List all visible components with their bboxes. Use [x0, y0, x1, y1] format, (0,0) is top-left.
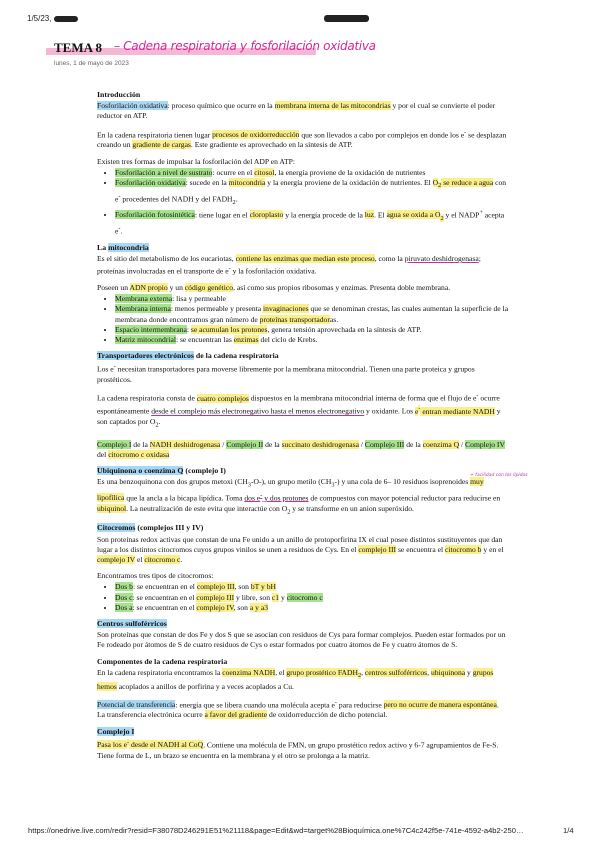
comp-p1: En la cadena respiratoria encontramos la coenzima NADH, el grupo prostético $FADH_2$, centros sulfoférricos, ubiquinona y grupos hemos acoplados a anillos de porfirina y a veces acoplados a Cu. [97, 667, 494, 691]
heading-complejo-i: Complejo I [97, 726, 135, 736]
footer-page-number: 1/4 [563, 826, 574, 835]
complexes-line: Complejo I de la NADH deshidrogenasa / Complejo II de la succinato deshidrogenasa / Complejo III de la coenzima Q / Complejo IV del citocromo c oxidasa [97, 439, 505, 459]
heading-introduccion: Introducción [97, 90, 141, 99]
intro-p1: Fosforilación oxidativa: proceso químico que ocurre en la membrana interna de las mitocondrias y por el cual se convierte el poder reductor en ATP. [97, 101, 496, 121]
intro-p3: Existen tres formas de impulsar la fosforilación del ADP en ATP: [97, 156, 295, 166]
cyto-p1: Son proteínas redox activas que constan de una Fe unido a un anillo de protoporfirina IX el cual posee distintos sustituyentes que dan lugar a los distintos citocromos cuyos grupos vinilos se unen a residuos de Cys. En el complejo III se encuentra el citocromo b y en el complejo IV el citocromo c. [97, 534, 504, 564]
mito-p2: Poseen un ADN propio y un código genético, así como sus propios ribosomas y enzimas. Presenta doble membrana. [97, 283, 451, 293]
heading-citocromos: Citocromos (complejos III y IV) [97, 523, 204, 533]
print-date: 1/5/23, [27, 14, 52, 23]
title-handwritten: – Cadena respiratoria y fosforilación oxidativa [114, 39, 376, 53]
transport-p2: La cadena respiratoria consta de cuatro complejos dispuestos en la membrana mitocondrial interna de forma que el flujo de e- ocurre espontáneamente desde el complejo más electronegativo hasta el menos electronegativo y oxidante. Los e entran mediante NADH y son captados por $O_2$. [97, 392, 501, 429]
fes-p1: Son proteínas que constan de dos Fe y dos S que se asocian con residuos de Cys para formar complejos. Pueden estar formados por un Fe rodeado por átomos de S de cuatro residuos de Cys o estar formados por cuatro átomos de Fe y cuatro átomos de S. [97, 630, 506, 650]
ubiq-p1: Es una benzoquinona con dos grupos metoxi $(CH_3-O-)$, un grupo metilo $(CH_3-)$ y una cola de 6– 10 residuos isoprenoides + facilidad con los lípidos muy lipofílica que la ancla a la bicapa lipídica. Toma dos e- y dos protones de compuestos con mayor potencial reductor para reducirse en ubiquinol. La neutralización de este evita que interactúe con $O_2$ y se transforme en un anion superóxido. [97, 473, 528, 516]
mitocondria-list [97, 294, 509, 345]
fosforilacion-list [97, 168, 509, 237]
footer-url: https://onedrive.live.com/redir?resid=F38078D246291E51%21118&page=Edit&wd=target%28Bioquímica.one%7C4c242f5e-741e-4592-a4b2-250… [28, 826, 524, 835]
comp-p3: La transferencia electrónica ocurre a favor del gradiente de oxidorreducción de dicho potencial. [97, 710, 388, 720]
list-item: • Fosforilación a nivel de sustrato: ocurre en el citosol, la energía proviene de la oxidación de nutrientes [115, 168, 509, 178]
mito-p1: Es el sitio del metabolismo de los eucariotas, contiene las enzimas que median este proceso, como la piruvato deshidrogenasa; proteínas involucradas en el transporte de e- y la fosforilación oxidativa. [97, 254, 481, 276]
citocromos-list [97, 582, 509, 613]
list-item: • Membrana interna: menos permeable y presenta invaginaciones que se denominan crestas, las cuales aumentan la superficie de la membrana donde encontramos gran número de proteínas transportadoras. [115, 304, 509, 324]
list-item: • Dos a: se encuentran en el complejo IV, son a y a3 [115, 603, 509, 613]
list-item: • Espacio intermembrana: se acumulan los protones, genera tensión aprovechada en la síntesis de ATP. [115, 325, 509, 335]
title-text: TEMA 8 [54, 40, 103, 55]
list-item: • Matriz mitocondrial: se encuentran las enzimas del ciclo de Krebs. [115, 335, 509, 345]
c1-p1: Pasa los e- desde el NADH al CoQ. Contiene una molécula de FMN, un grupo prostético redox activo y 6-7 agrupamientos de Fe-S. Tiene forma de L, un brazo se encuentra en la membrana y el otro se prolonga a la matriz. [97, 738, 499, 760]
list-item: • Membrana externa: lisa y permeable [115, 294, 509, 304]
list-item: • Dos b: se encuentran en el complejo III, son bT y bH [115, 582, 509, 592]
heading-componentes: Componentes de la cadena respiratoria [97, 656, 228, 666]
list-item: • Fosforilación oxidativa: sucede en la mitocondria y la energía proviene de la oxidación de nutrientes. El $O_2$ se reduce a agua con e- procedentes del NADH y del $FADH_2$. [115, 178, 509, 208]
cyto-p2: Encontramos tres tipos de citocromos: [97, 571, 214, 581]
print-header [27, 14, 78, 23]
note-date: lunes, 1 de mayo de 2023 [54, 60, 129, 67]
redacted-header-title [324, 15, 369, 22]
redacted-time [54, 16, 78, 22]
heading-ubiquinona: Ubiquinona o coenzima Q (complejo I) [97, 466, 226, 475]
heading-centros-sulfoferricos: Centros sulfoférricos [97, 619, 167, 628]
intro-p2: En la cadena respiratoria tienen lugar procesos de oxidorreducción que son llevados a cabo por complejos en donde los e- se desplazan creando un gradiente de cargas. Este gradiente es aprovechado en la síntesis de ATP. [97, 128, 507, 150]
transport-p1: Los e- necesitan transportadores para moverse libremente por la membrana mitocondrial. Tienen una parte proteica y grupos prostéticos. [97, 363, 475, 385]
handwritten-annotation: + facilidad con los lípidos [470, 473, 528, 479]
list-item: • Dos c: se encuentran en el complejo III y libre, son c1 y citocromo c [115, 593, 509, 603]
heading-mitocondria: La mitocondria [97, 242, 149, 252]
note-content [97, 86, 528, 767]
heading-transportadores: Transportadores electrónicos de la cadena respiratoria [97, 351, 279, 361]
list-item: • Fosforilación fotosintética: tiene lugar en el cloroplasto y la energía procede de la luz. El agua se oxida a $O_2$ y el NADP+ acepta e-. [115, 208, 509, 237]
comp-p2: Potencial de transferencia: energía que se libera cuando una molécula acepta e- para reducirse pero no ocurre de manera espontánea. [97, 698, 499, 710]
